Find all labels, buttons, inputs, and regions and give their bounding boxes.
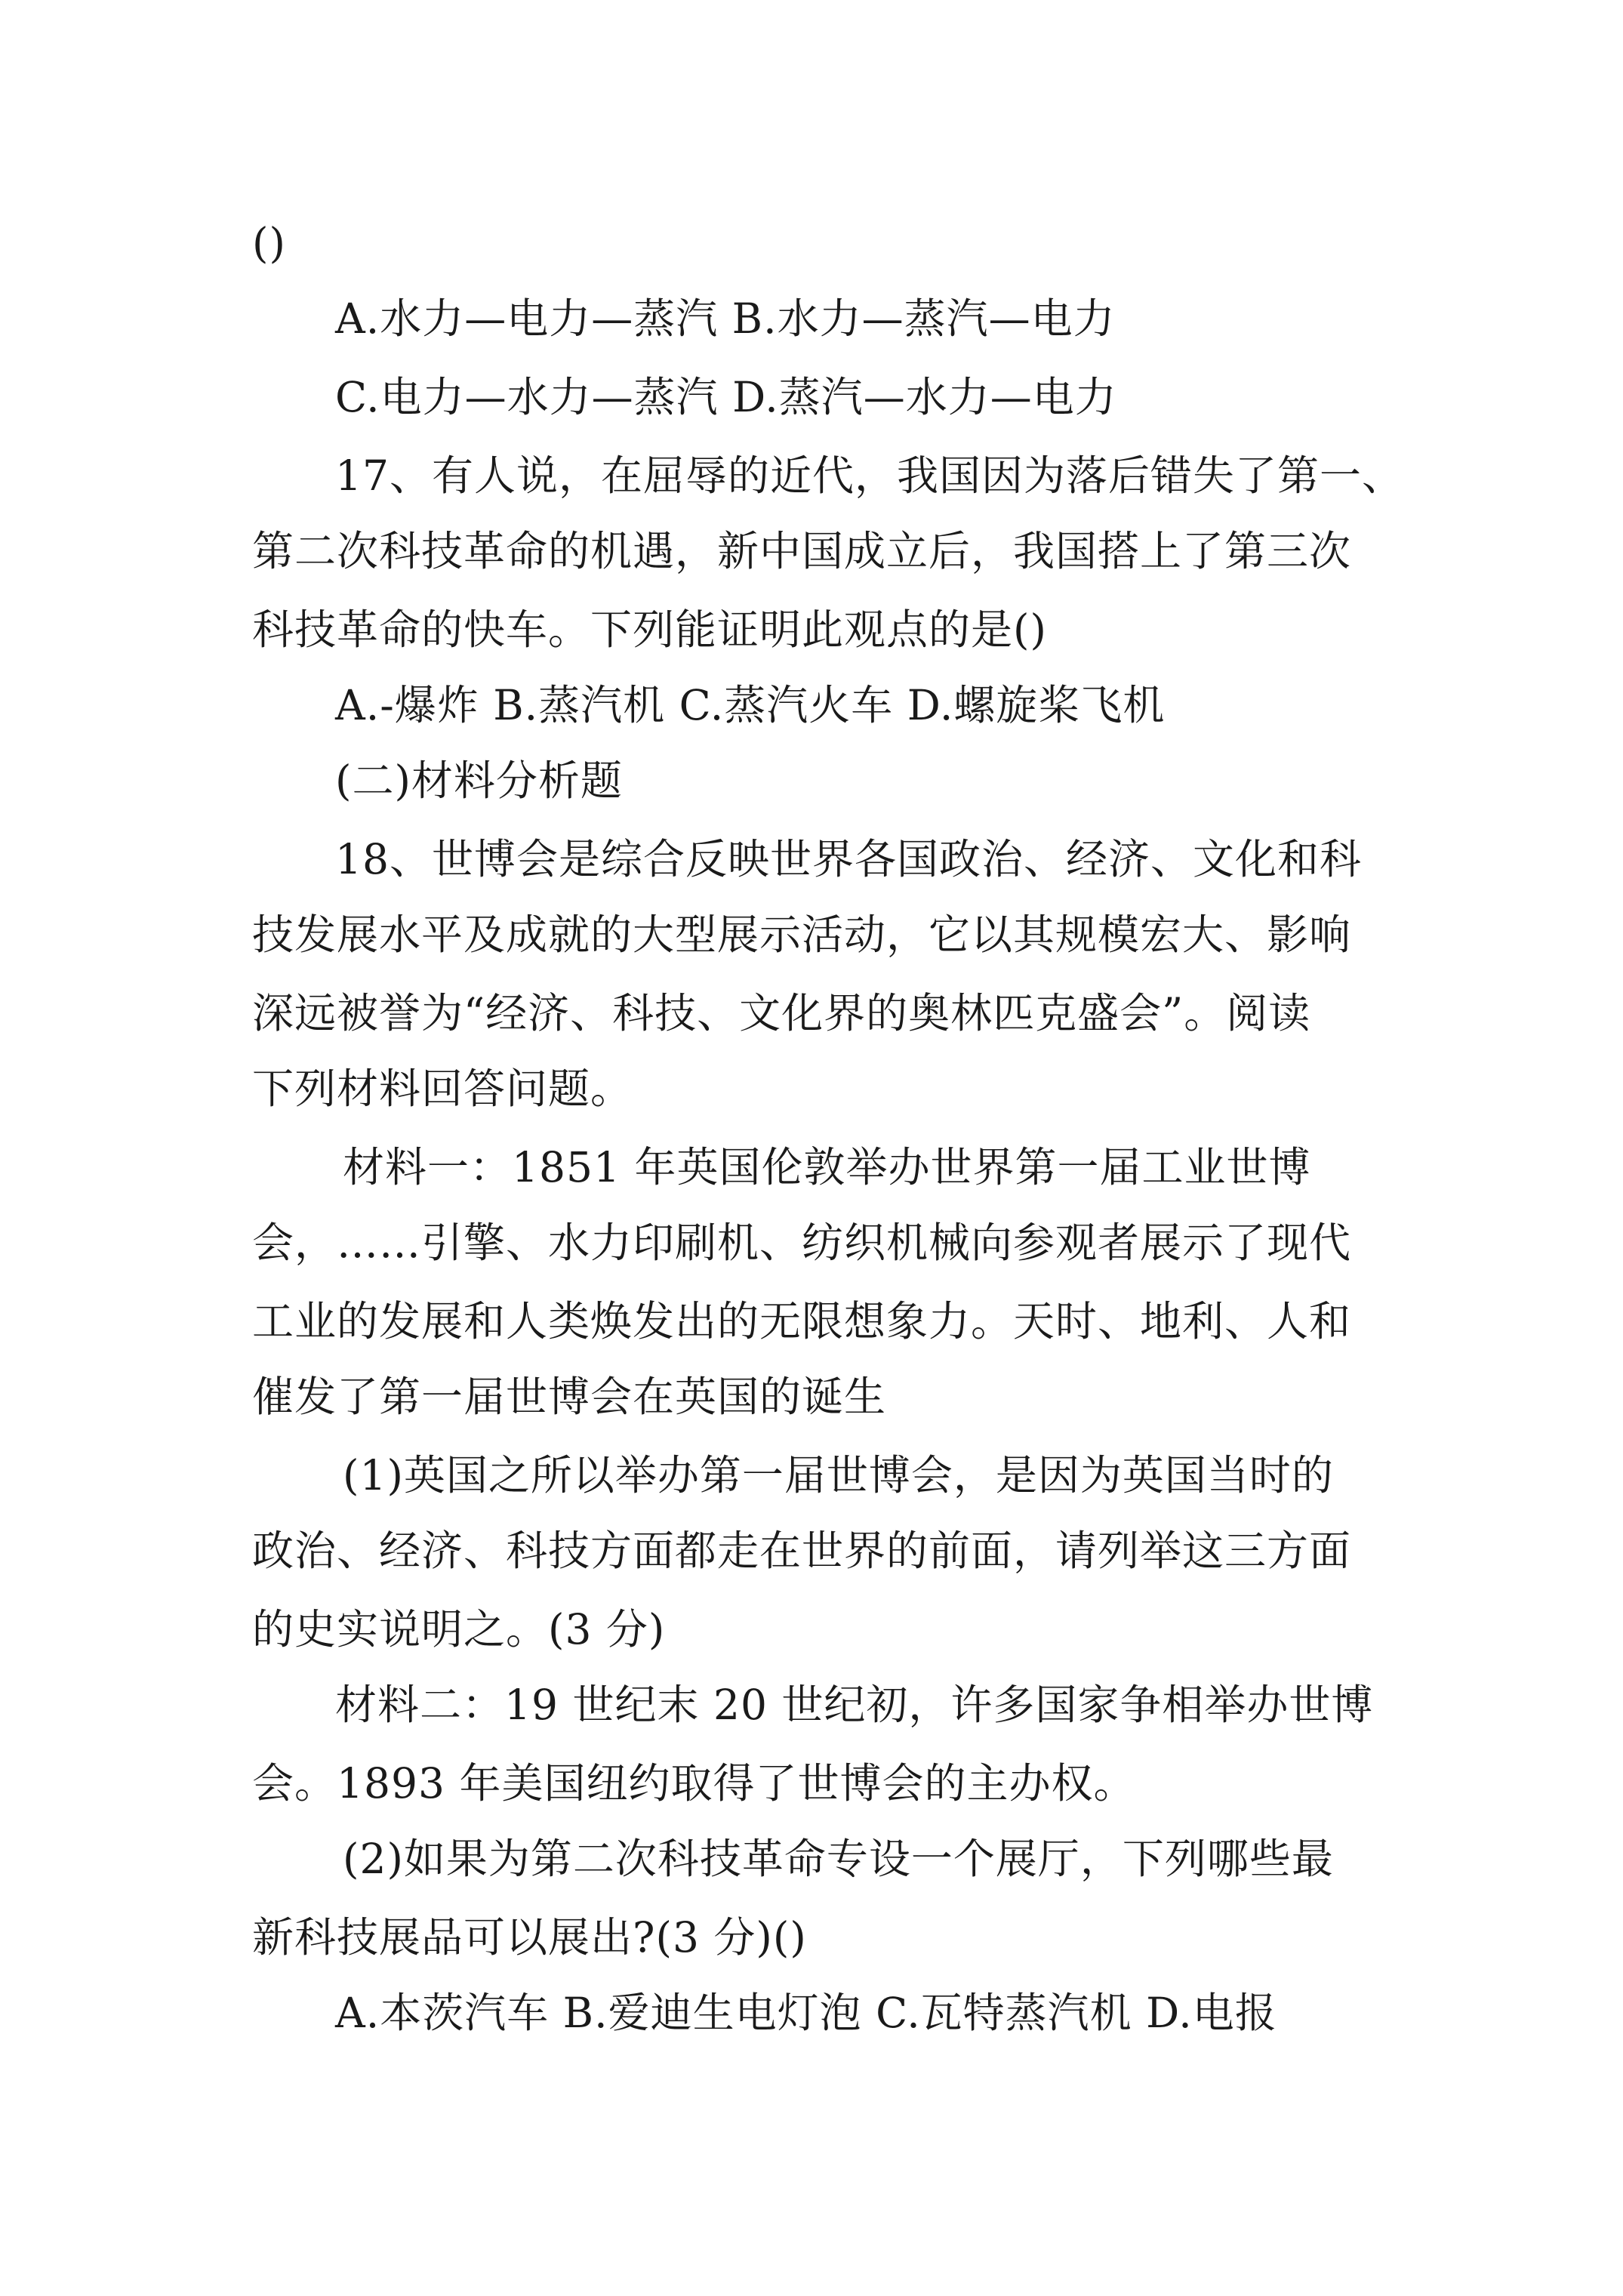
text-line: 催发了第一届世博会在英国的诞生 xyxy=(252,1373,887,1421)
text-line: (1)英国之所以举办第一届世博会，是因为英国当时的 xyxy=(343,1451,1334,1499)
text-line: 技发展水平及成就的大型展示活动，它以其规模宏大、影响 xyxy=(252,911,1352,959)
text-line: A.-爆炸 B.蒸汽机 C.蒸汽火车 D.螺旋桨飞机 xyxy=(335,681,1166,729)
text-line: 的史实说明之。(3 分) xyxy=(252,1605,666,1653)
section-heading: (二)材料分析题 xyxy=(335,757,623,805)
text-line: 工业的发展和人类焕发出的无限想象力。天时、地利、人和 xyxy=(252,1297,1352,1345)
text-line: 下列材料回答问题。 xyxy=(252,1065,633,1113)
text-line: C.电力—水力—蒸汽 D.蒸汽—水力—电力 xyxy=(335,373,1117,421)
text-line: () xyxy=(252,219,286,267)
text-line: A.水力—电力—蒸汽 B.水力—蒸汽—电力 xyxy=(335,294,1116,343)
text-line: 材料一：1851 年英国伦敦举办世界第一届工业世博 xyxy=(343,1143,1311,1191)
text-line: 会。1893 年美国纽约取得了世博会的主办权。 xyxy=(252,1759,1136,1808)
text-line: 18、世博会是综合反映世界各国政治、经济、文化和科 xyxy=(335,835,1362,883)
text-line: A.本茨汽车 B.爱迪生电灯泡 C.瓦特蒸汽机 D.电报 xyxy=(335,1989,1277,2037)
text-line: 科技革命的快车。下列能证明此观点的是() xyxy=(252,606,1047,654)
text-line: 新科技展品可以展出?(3 分)() xyxy=(252,1913,807,1962)
text-line: 深远被誉为“经济、科技、文化界的奥林匹克盛会”。阅读 xyxy=(252,989,1311,1037)
text-line: 17、有人说，在屈辱的近代，我国因为落后错失了第一、 xyxy=(335,451,1404,500)
text-line: (2)如果为第二次科技革命专设一个展厅，下列哪些最 xyxy=(343,1835,1334,1883)
text-line: 材料二：19 世纪末 20 世纪初，许多国家争相举办世博 xyxy=(335,1681,1374,1729)
text-line: 会，……引擎、水力印刷机、纺织机械向参观者展示了现代 xyxy=(252,1219,1352,1267)
text-line: 第二次科技革命的机遇，新中国成立后，我国搭上了第三次 xyxy=(252,527,1352,575)
text-line: 政治、经济、科技方面都走在世界的前面，请列举这三方面 xyxy=(252,1527,1352,1575)
